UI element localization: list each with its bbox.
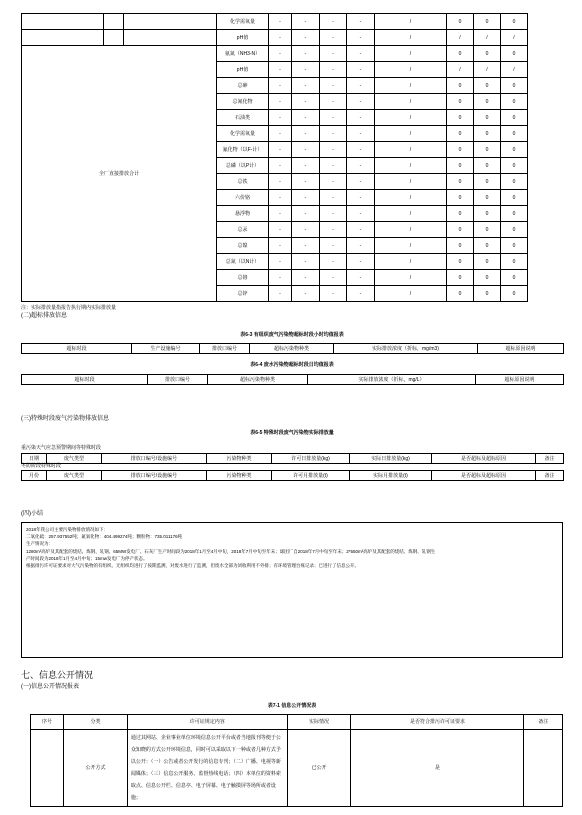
table-row — [22, 14, 582, 30]
value-cell: / — [474, 62, 501, 78]
pollutant-cell: 氨氮（NH3-N） — [217, 46, 269, 62]
column-header: 超标原因说明 — [476, 375, 564, 385]
value-cell: - — [347, 190, 375, 206]
value-cell: / — [447, 62, 474, 78]
value-cell: - — [347, 126, 375, 142]
value-cell: 0 — [501, 190, 528, 206]
column-header: 排放口编号/设施编号 — [102, 454, 207, 464]
value-cell: 0 — [447, 254, 474, 270]
pollutant-cell: 悬浮物 — [217, 206, 269, 222]
value-cell: - — [292, 158, 320, 174]
value-cell: - — [269, 14, 292, 30]
value-cell: 0 — [447, 206, 474, 222]
column-header: 超标原因说明 — [478, 344, 564, 354]
value-cell: - — [347, 270, 375, 286]
column-header: 废气类型 — [47, 454, 102, 464]
column-header: 排放口编号 — [200, 344, 250, 354]
value-cell: / — [375, 174, 447, 190]
value-cell: 0 — [501, 78, 528, 94]
value-cell: 0 — [447, 174, 474, 190]
pollutant-cell: 氟化物（以F-计） — [217, 142, 269, 158]
column-header: 超标污染物种类 — [250, 344, 334, 354]
section-7-subtitle: (一)信息公开情况报表 — [21, 684, 79, 690]
value-cell: - — [292, 62, 320, 78]
value-cell: - — [320, 286, 347, 302]
section-title-special: (三)特殊时段废气污染物排放信息 — [21, 416, 109, 422]
value-cell: 0 — [447, 190, 474, 206]
value-cell: - — [269, 94, 292, 110]
value-cell: - — [292, 126, 320, 142]
pollutant-cell: pH值 — [217, 30, 269, 46]
empty-cell — [104, 14, 124, 30]
value-cell: - — [292, 30, 320, 46]
value-cell: - — [292, 14, 320, 30]
cell-no — [31, 730, 64, 807]
value-cell: - — [320, 46, 347, 62]
pollutant-cell: 六价铬 — [217, 190, 269, 206]
value-cell: - — [269, 62, 292, 78]
value-cell: - — [269, 78, 292, 94]
value-cell: 0 — [501, 174, 528, 190]
column-header: 实际排放浓度（折标，mg/L） — [308, 375, 476, 385]
table-row — [31, 730, 563, 807]
value-cell: / — [375, 286, 447, 302]
value-cell: - — [292, 78, 320, 94]
section-7-title: 七、信息公开情况 — [21, 670, 94, 680]
value-cell: / — [375, 190, 447, 206]
value-cell: / — [474, 30, 501, 46]
value-cell: 0 — [474, 126, 501, 142]
value-cell: - — [347, 110, 375, 126]
pollutant-cell: 化学需氧量 — [217, 14, 269, 30]
value-cell: 0 — [474, 78, 501, 94]
value-cell: - — [347, 206, 375, 222]
column-header: 实际日排放量(kg) — [350, 454, 432, 464]
value-cell: 0 — [474, 142, 501, 158]
column-header: 实际月排放量(t) — [350, 471, 432, 481]
column-header: 许可证规定内容 — [127, 715, 287, 730]
value-cell: - — [347, 62, 375, 78]
table-row — [22, 30, 582, 46]
value-cell: - — [269, 30, 292, 46]
value-cell: - — [269, 206, 292, 222]
value-cell: - — [292, 110, 320, 126]
column-header: 超标污染物种类 — [208, 375, 308, 385]
value-cell: 0 — [501, 46, 528, 62]
value-cell: / — [375, 254, 447, 270]
value-cell: 0 — [474, 238, 501, 254]
value-cell: - — [292, 94, 320, 110]
column-header: 废气类型 — [47, 471, 102, 481]
value-cell: / — [375, 62, 447, 78]
value-cell: 0 — [474, 94, 501, 110]
value-cell: - — [320, 222, 347, 238]
table-6-3 — [21, 343, 564, 354]
table-6-4 — [21, 374, 564, 385]
column-header: 实际排放浓度（折标，mg/m3) — [334, 344, 478, 354]
value-cell: 0 — [447, 142, 474, 158]
value-cell: - — [320, 254, 347, 270]
value-cell: 0 — [501, 270, 528, 286]
value-cell: - — [347, 238, 375, 254]
cell-actual: 已公开 — [287, 730, 351, 807]
column-header: 生产设施编号 — [132, 344, 200, 354]
value-cell: 0 — [474, 46, 501, 62]
value-cell: 0 — [501, 14, 528, 30]
value-cell: - — [292, 222, 320, 238]
pollutant-cell: 总砷 — [217, 78, 269, 94]
value-cell: / — [501, 30, 528, 46]
value-cell: 0 — [501, 206, 528, 222]
value-cell: - — [269, 238, 292, 254]
value-cell: 0 — [474, 14, 501, 30]
value-cell: - — [320, 270, 347, 286]
value-cell: - — [292, 142, 320, 158]
pollutant-cell: 石油类 — [217, 110, 269, 126]
table-6-5-caption: 表6-5 特殊时段废气污染物实际排放量 — [250, 430, 334, 436]
group-label: 全厂直接排放合计 — [22, 46, 217, 302]
cell-content: 通过其网站、企业事业单位环境信息公开平台或者当地报刊等便于公众知晓的方式公开环境信息，同时可以采取以下一种或者几种方式予以公开：（一）公告或者公开发行的信息专刊；（二）广播、电视等新闻媒体；（三）信息公开服务、监督热线电话；（四）本单位的资料索取点、信息公开栏、信息亭、电子屏幕、电子触摸屏等场所或者设施； — [127, 730, 287, 807]
value-cell: - — [347, 94, 375, 110]
value-cell: - — [269, 46, 292, 62]
pollutant-cell: 总氰化物 — [217, 94, 269, 110]
value-cell: / — [375, 94, 447, 110]
value-cell: 0 — [474, 174, 501, 190]
value-cell: - — [320, 94, 347, 110]
column-header: 月份 — [22, 471, 47, 481]
table-6-4-caption: 表6-4 废水污染物超标时段日均值报表 — [250, 362, 334, 368]
value-cell: 0 — [474, 286, 501, 302]
value-cell: 0 — [501, 94, 528, 110]
value-cell: / — [375, 78, 447, 94]
value-cell: / — [375, 30, 447, 46]
value-cell: - — [292, 254, 320, 270]
value-cell: - — [320, 142, 347, 158]
pollutant-cell: 总镍 — [217, 238, 269, 254]
value-cell: - — [347, 254, 375, 270]
value-cell: - — [347, 78, 375, 94]
column-header: 备注 — [536, 471, 564, 481]
value-cell: / — [375, 238, 447, 254]
cell-remark — [524, 730, 563, 807]
column-header: 备注 — [536, 454, 564, 464]
value-cell: - — [347, 30, 375, 46]
value-cell: 0 — [501, 158, 528, 174]
value-cell: 0 — [474, 110, 501, 126]
table-6-5-part1 — [21, 453, 564, 464]
value-cell: - — [292, 190, 320, 206]
value-cell: - — [347, 286, 375, 302]
value-cell: / — [447, 30, 474, 46]
column-header: 污染物种类 — [207, 454, 272, 464]
value-cell: - — [292, 238, 320, 254]
value-cell: - — [347, 14, 375, 30]
value-cell: / — [375, 126, 447, 142]
summary-line: 生产情况为： — [26, 541, 53, 547]
value-cell: - — [269, 158, 292, 174]
value-cell: 0 — [447, 94, 474, 110]
table-6-3-caption: 表6-3 有组织废气污染物超标时段小时均值报表 — [240, 332, 344, 338]
section-title-exceed: (二)超标排放信息 — [21, 313, 67, 319]
table-6-5-part2 — [21, 470, 564, 481]
value-cell: - — [320, 78, 347, 94]
value-cell: 0 — [447, 78, 474, 94]
column-header: 日期 — [22, 454, 47, 464]
value-cell: / — [501, 62, 528, 78]
column-header: 许可月排放量(t) — [272, 471, 350, 481]
column-header: 备注 — [524, 715, 563, 730]
value-cell: - — [269, 174, 292, 190]
value-cell: - — [269, 270, 292, 286]
value-cell: - — [320, 30, 347, 46]
column-header: 污染物种类 — [207, 471, 272, 481]
value-cell: 0 — [474, 206, 501, 222]
value-cell: 0 — [474, 158, 501, 174]
empty-cell — [104, 30, 124, 46]
value-cell: / — [375, 14, 447, 30]
empty-cell — [124, 30, 217, 46]
summary-line: 2018年我公司主要污染物排放情况如下： — [26, 527, 109, 532]
value-cell: / — [375, 206, 447, 222]
value-cell: / — [375, 110, 447, 126]
pollutant-cell: 总铁 — [217, 174, 269, 190]
value-cell: 0 — [501, 238, 528, 254]
pollutant-cell: 总汞 — [217, 222, 269, 238]
summary-line: 二氧化硫：257.937552吨；氮氧化物：404.499274吨；颗粒物：735.011176吨 — [26, 534, 183, 540]
value-cell: - — [269, 190, 292, 206]
empty-cell — [124, 14, 217, 30]
summary-line: 根据排污许可证要求对大气污染物的有组织、无组织均进行了按期监测，对废水进行了监测，但废水全部为闭收利用不外排；有环境管理台账记录；已进行了信息公开。 — [26, 563, 359, 569]
value-cell: - — [292, 174, 320, 190]
value-cell: / — [375, 158, 447, 174]
value-cell: 0 — [447, 286, 474, 302]
value-cell: - — [347, 174, 375, 190]
value-cell: - — [269, 254, 292, 270]
pollutant-cell: 总锌 — [217, 286, 269, 302]
value-cell: - — [347, 46, 375, 62]
value-cell: 0 — [447, 126, 474, 142]
value-cell: / — [375, 142, 447, 158]
value-cell: - — [269, 222, 292, 238]
pollutant-cell: 总铬 — [217, 270, 269, 286]
value-cell: - — [320, 206, 347, 222]
table-row — [22, 46, 582, 62]
value-cell: - — [320, 14, 347, 30]
pollutant-cell: 化学需氧量 — [217, 126, 269, 142]
column-header: 许可日排放量(kg) — [272, 454, 350, 464]
value-cell: 0 — [501, 142, 528, 158]
value-cell: - — [347, 142, 375, 158]
value-cell: 0 — [447, 238, 474, 254]
value-cell: - — [269, 126, 292, 142]
value-cell: - — [292, 206, 320, 222]
column-header: 超标时段 — [22, 344, 132, 354]
value-cell: / — [375, 46, 447, 62]
summary-line: 1280m³高炉及其配套的烧结、炼钢、轧钢、65MW发电厂、石灰厂生产时间段为2018年1月至4月中旬，2018年7月中旬至年末；球团厂自2018年7月中旬至年末；2*550m³高炉及其配套的烧结、炼钢、轧钢生 — [26, 548, 436, 554]
table-7-1 — [30, 714, 563, 807]
value-cell: 0 — [474, 270, 501, 286]
table-6-5-sub1: 重污染天气应急预警期间等特殊时段 — [21, 445, 102, 451]
value-cell: 0 — [447, 158, 474, 174]
value-cell: - — [320, 158, 347, 174]
column-header: 排放口编号/设施编号 — [102, 471, 207, 481]
pollutant-cell: pH值 — [217, 62, 269, 78]
table-6-5-sub2: 冬防阶段特殊时段 — [21, 463, 62, 469]
empty-cell — [22, 30, 104, 46]
table-note: 注：实际排放量指报告执行期内实际排放量 — [21, 305, 117, 311]
value-cell: - — [347, 158, 375, 174]
value-cell: 0 — [501, 126, 528, 142]
value-cell: 0 — [474, 222, 501, 238]
value-cell: - — [292, 270, 320, 286]
column-header: 实际情况 — [287, 715, 351, 730]
value-cell: 0 — [501, 254, 528, 270]
value-cell: - — [269, 286, 292, 302]
value-cell: 0 — [447, 14, 474, 30]
value-cell: - — [292, 46, 320, 62]
value-cell: - — [292, 286, 320, 302]
summary-box — [21, 522, 563, 658]
value-cell: / — [375, 270, 447, 286]
value-cell: - — [320, 110, 347, 126]
column-header: 是否超标及超标原因 — [432, 454, 536, 464]
column-header: 分类 — [64, 715, 128, 730]
column-header: 是否超标及超标原因 — [432, 471, 536, 481]
value-cell: 0 — [447, 46, 474, 62]
value-cell: - — [320, 62, 347, 78]
value-cell: / — [375, 222, 447, 238]
value-cell: - — [269, 110, 292, 126]
value-cell: 0 — [474, 190, 501, 206]
pollutant-cell: 总氮（以N计） — [217, 254, 269, 270]
emission-summary-table — [21, 13, 582, 302]
value-cell: - — [347, 222, 375, 238]
value-cell: - — [320, 174, 347, 190]
value-cell: 0 — [501, 286, 528, 302]
cell-compliant: 是 — [351, 730, 524, 807]
value-cell: - — [320, 126, 347, 142]
column-header: 序号 — [31, 715, 64, 730]
value-cell: 0 — [447, 270, 474, 286]
section-title-summary: (四)小结 — [21, 511, 43, 517]
value-cell: 0 — [447, 110, 474, 126]
summary-line: 产时间段为2018年1月至4月中旬；15mw发电厂为停产状态。 — [26, 555, 148, 561]
value-cell: - — [320, 190, 347, 206]
value-cell: 0 — [447, 222, 474, 238]
value-cell: - — [269, 142, 292, 158]
column-header: 是否符合排污许可证要求 — [351, 715, 524, 730]
value-cell: 0 — [474, 254, 501, 270]
empty-cell — [22, 14, 104, 30]
column-header: 排放口编号 — [148, 375, 208, 385]
value-cell: 0 — [501, 110, 528, 126]
value-cell: - — [320, 238, 347, 254]
pollutant-cell: 总磷（以P计） — [217, 158, 269, 174]
cell-category: 公开方式 — [64, 730, 128, 807]
column-header: 超标时段 — [22, 375, 148, 385]
value-cell: 0 — [501, 222, 528, 238]
table-7-1-caption: 表7-1 信息公开情况表 — [267, 703, 317, 709]
